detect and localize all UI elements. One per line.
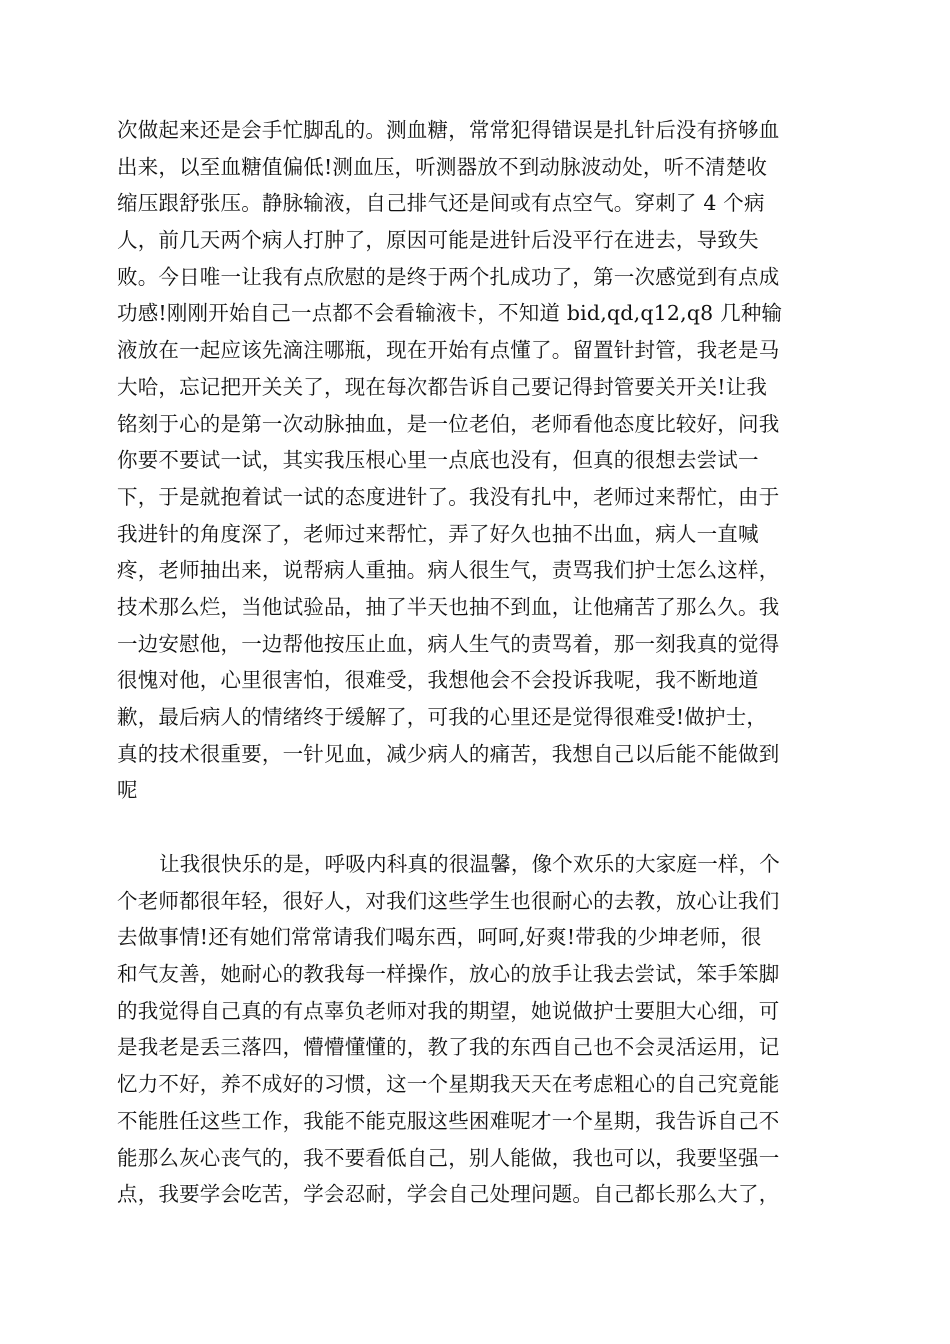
text-line: 你要不要试一试，其实我压根心里一点底也没有，但真的很想去尝试一 — [117, 448, 759, 473]
paragraph-1 — [117, 112, 837, 809]
text-line: 疼，老师抽出来，说帮病人重抽。病人很生气，责骂我们护士怎么这样， — [117, 558, 780, 583]
text-line: 次做起来还是会手忙脚乱的。测血糖，常常犯得错误是扎针后没有挤够血 — [117, 118, 780, 142]
text-line: 歉，最后病人的情绪终于缓解了，可我的心里还是觉得很难受!做护士， — [117, 705, 768, 729]
text-line: 大哈，忘记把开关关了，现在每次都告诉自己要记得封管要关开关!让我 — [117, 374, 768, 399]
paragraph-2 — [117, 846, 837, 1213]
text-line: 去做事情!还有她们常常请我们喝东西，呵呵,好爽!带我的少坤老师，很 — [117, 925, 762, 950]
text-line: 忆力不好，养不成好的习惯，这一个星期我天天在考虑粗心的自己究竟能 — [117, 1072, 780, 1097]
text-line: 液放在一起应该先滴注哪瓶，现在开始有点懂了。留置针封管，我老是马 — [117, 338, 780, 363]
text-line: 我进针的角度深了，老师过来帮忙，弄了好久也抽不出血，病人一直喊 — [117, 521, 759, 546]
text-line: 个老师都很年轻，很好人，对我们这些学生也很耐心的去教，放心让我们 — [117, 888, 780, 913]
text-line: 和气友善，她耐心的教我每一样操作，放心的放手让我去尝试，笨手笨脚 — [117, 962, 780, 987]
text-line: 是我老是丢三落四，懵懵懂懂的，教了我的东西自己也不会灵活运用，记 — [117, 1035, 780, 1060]
text-line: 的我觉得自己真的有点辜负老师对我的期望，她说做护士要胆大心细，可 — [117, 998, 780, 1023]
text-line: 败。今日唯一让我有点欣慰的是终于两个扎成功了，第一次感觉到有点成 — [117, 264, 780, 289]
text-line: 能那么灰心丧气的，我不要看低自己，别人能做，我也可以，我要坚强一 — [117, 1145, 780, 1170]
text-line: 很愧对他，心里很害怕，很难受，我想他会不会投诉我呢，我不断地道 — [117, 668, 759, 693]
text-line: 点，我要学会吃苦，学会忍耐，学会自己处理问题。自己都长那么大了， — [117, 1182, 780, 1207]
text-line: 缩压跟舒张压。静脉输液，自己排气还是间或有点空气。穿刺了 4 个病 — [117, 191, 765, 216]
text-line: 一边安慰他，一边帮他按压止血，病人生气的责骂着，那一刻我真的觉得 — [117, 631, 780, 656]
text-line: 让我很快乐的是，呼吸内科真的很温馨，像个欢乐的大家庭一样，个 — [159, 852, 780, 876]
text-line: 出来，以至血糖值偏低!测血压，听测器放不到动脉波动处，听不清楚收 — [117, 154, 768, 179]
text-line: 铭刻于心的是第一次动脉抽血，是一位老伯，老师看他态度比较好，问我 — [117, 411, 780, 436]
text-line: 人，前几天两个病人打肿了，原因可能是进针后没平行在进去，导致失 — [117, 228, 759, 253]
text-line: 真的技术很重要，一针见血，减少病人的痛苦，我想自己以后能不能做到 — [117, 741, 780, 766]
text-line: 不能胜任这些工作，我能不能克服这些困难呢才一个星期，我告诉自己不 — [117, 1108, 780, 1133]
text-line: 技术那么烂，当他试验品，抽了半天也抽不到血，让他痛苦了那么久。我 — [117, 594, 780, 619]
text-line: 下，于是就抱着试一试的态度进针了。我没有扎中，老师过来帮忙，由于 — [117, 484, 780, 509]
text-line: 呢 — [117, 778, 138, 803]
text-line: 功感!刚刚开始自己一点都不会看输液卡，不知道 bid,qd,q12,q8 几种输 — [117, 301, 783, 326]
